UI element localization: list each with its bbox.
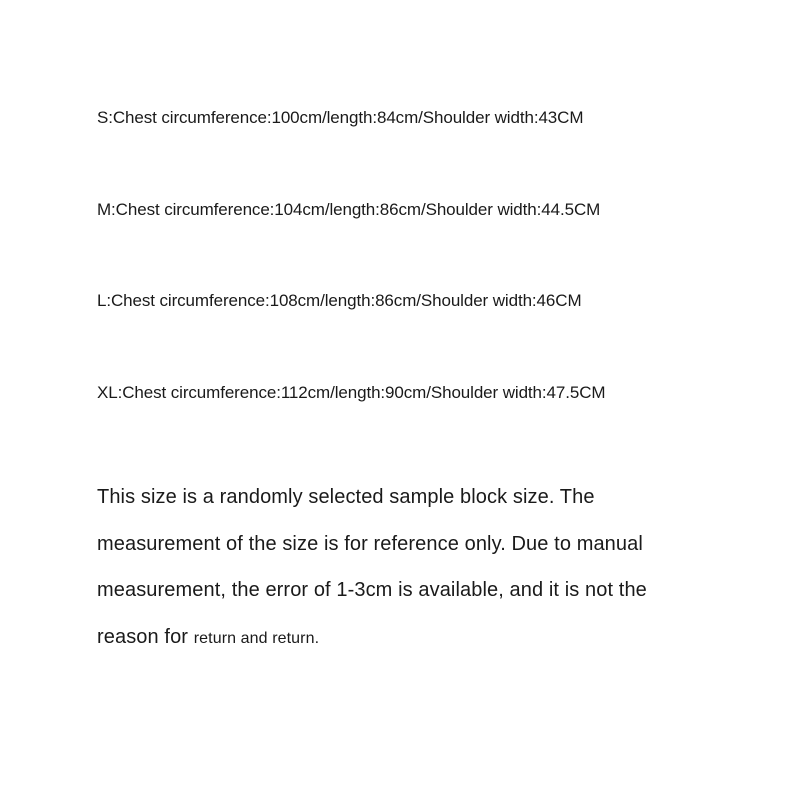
disclaimer-line-1: This size is a randomly selected sample block size. The [97,486,595,508]
disclaimer-line-4 [97,614,737,663]
disclaimer-line-3: measurement, the error of 1-3cm is available, and it is not the [97,579,647,601]
size-xl-row: XL:Chest circumference:112cm/length:90cm/Shoulder width:47.5CM [97,383,606,402]
size-l-row: L:Chest circumference:108cm/length:86cm/Shoulder width:46CM [97,291,582,310]
measurement-disclaimer [97,474,737,662]
disclaimer-line-2: measurement of the size is for reference only. Due to manual [97,532,643,555]
disclaimer-line-4-start: reason for [97,625,194,648]
disclaimer-line-4-end: return and return. [193,629,320,647]
size-s-row: S:Chest circumference:100cm/length:84cm/Shoulder width:43CM [97,108,584,127]
size-m-row: M:Chest circumference:104cm/length:86cm/Shoulder width:44.5CM [97,200,601,219]
